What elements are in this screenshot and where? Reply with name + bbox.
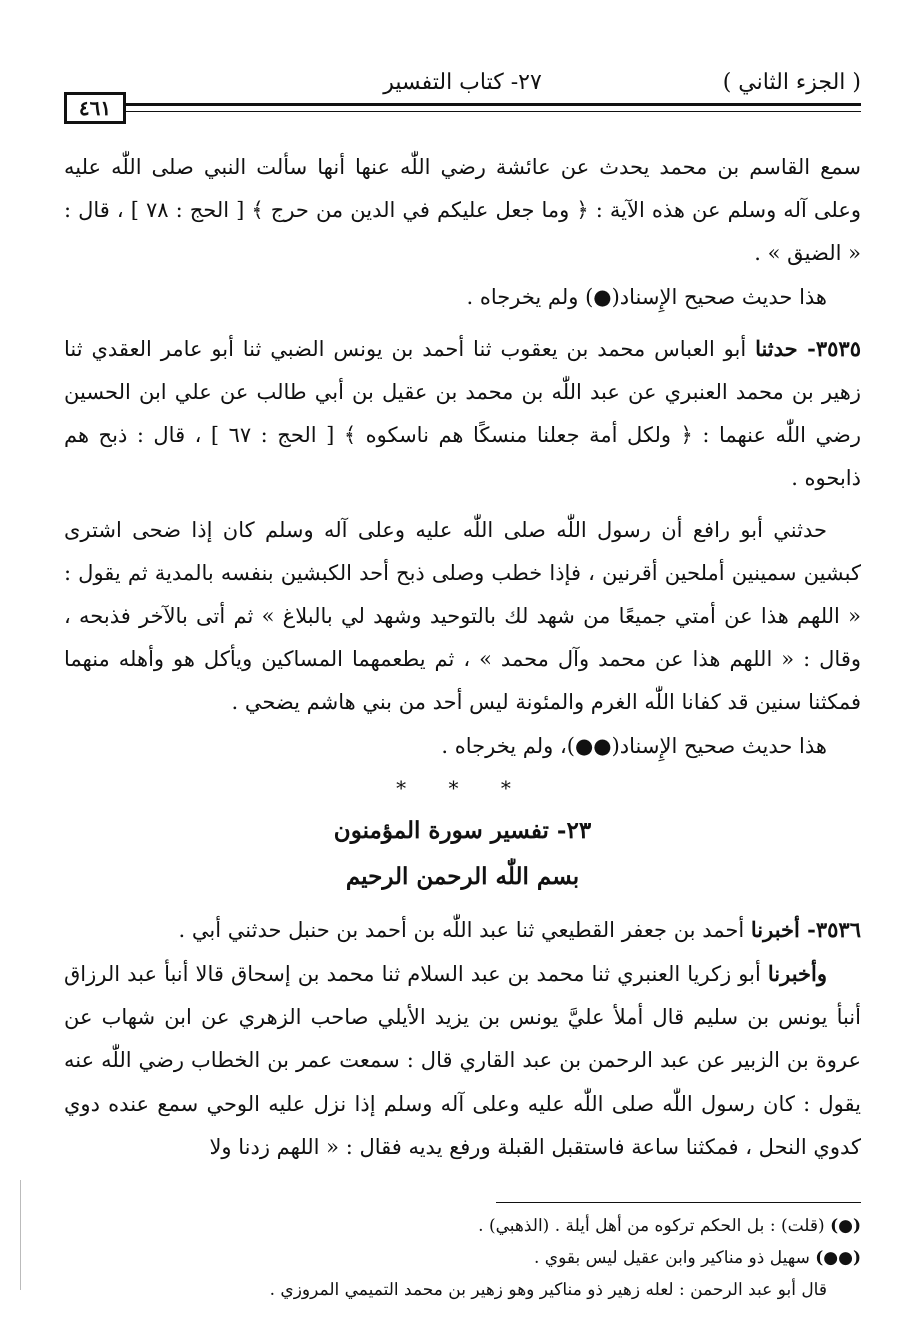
hadith-3536-text: أحمد بن جعفر القطيعي ثنا عبد اللّٰه بن أحمد بن حنبل حدثني أبي . — [178, 917, 751, 942]
footnote-2-text: سهيل ذو مناكير وابن عقيل ليس بقوي . — [533, 1248, 810, 1268]
hadith-number-3536: ٣٥٣٦- أخبرنا — [750, 916, 861, 942]
hadith-3535 — [64, 327, 861, 501]
header-rule-thin — [126, 111, 861, 112]
volume-label: ( الجزء الثاني ) — [722, 70, 861, 95]
footnote-1 — [64, 1210, 861, 1242]
section-stars: * * * — [396, 775, 529, 800]
footnote-separator — [496, 1202, 861, 1203]
surah-heading: ٢٣- تفسير سورة المؤمنون — [333, 816, 592, 844]
paragraph-aisha: سمع القاسم بن محمد يحدث عن عائشة رضي اللّٰه عنها أنها سألت النبي صلى اللّٰه عليه وعلى آله وسلم عن هذه الآية : ﴿ وما جعل عليكم في الدين من حرج ﴾ [ الحج : ٧٨ ] ، قال : « الضيق » . — [64, 155, 861, 266]
header-rule-thick — [126, 103, 861, 106]
footnotes — [64, 1210, 861, 1306]
scan-margin-line — [20, 1180, 21, 1290]
footnote-1-mark: (●) — [830, 1216, 861, 1236]
footnote-2-mark: (●●) — [815, 1248, 861, 1268]
running-header — [64, 64, 861, 98]
grading-note-2: هذا حديث صحيح الإِسناد(●●)، ولم يخرجاه . — [441, 733, 827, 758]
hadith-3536 — [64, 908, 861, 952]
paragraph-umar-text: أبو زكريا العنبري ثنا محمد بن عبد السلام ثنا محمد بن إسحاق قالا أنبأ عبد الرزاق أنبأ يونس بن سليم قال أملأ عليَّ يونس بن يزيد الأيلي صاحب الزهري عن ابن شهاب عن عروة بن الزبير عن عبد الرحمن بن عبد القاري قال : سمعت عمر بن الخطاب رضي اللّٰه عنه يقول : كان رسول اللّٰه صلى اللّٰه عليه وعلى آله وسلم إذا نزل عليه الوحي سمع عنده دوي كدوي النحل ، فمكثنا ساعة فاستقبل القبلة ورفع يديه فقال : « اللهم زدنا ولا — [64, 962, 861, 1159]
footnote-1-text: (قلت) : بل الحكم تركوه من أهل أيلة . (الذهبي) . — [478, 1216, 825, 1236]
footnote-3: قال أبو عبد الرحمن : لعله زهير ذو مناكير وهو زهير بن محمد التميمي المروزي . — [269, 1280, 827, 1300]
basmala: بسم اللّٰه الرحمن الرحيم — [345, 862, 580, 890]
footnote-2 — [64, 1242, 861, 1274]
grading-note-1: هذا حديث صحيح الإِسناد(●) ولم يخرجاه . — [466, 284, 827, 309]
hadith-number-3535: ٣٥٣٥- حدثنا — [755, 335, 861, 361]
paragraph-umar — [64, 952, 861, 1169]
akhbarana-lead: وأخبرنا — [767, 961, 827, 987]
paragraph-abu-rafi: حدثني أبو رافع أن رسول اللّٰه صلى اللّٰه عليه وعلى آله وسلم كان إذا ضحى اشترى كبشين سمينين أملحين أقرنين ، فإذا خطب وصلى ذبح أحد الكبشين بنفسه بالمدية ثم يقول : « اللهم هذا عن أمتي جميعًا من شهد لك بالتوحيد وشهد لي بالبلاغ » ثم أتى بالآخر فذبحه ، وقال : « اللهم هذا عن محمد وآل محمد » ، ثم يطعمهما المساكين ويأكل هو وأهله منهما فمكثنا سنين قد كفانا اللّٰه الغرم والمئونة ليس أحد من بني هاشم يضحي . — [64, 517, 861, 715]
book-title: ٢٧- كتاب التفسير — [383, 70, 542, 95]
page-number-box: ٤٦١ — [64, 92, 126, 124]
main-text — [64, 146, 861, 1169]
hadith-3535-text: أبو العباس محمد بن يعقوب ثنا أحمد بن يونس الضبي ثنا أبو عامر العقدي ثنا زهير بن محمد العنبري عن عبد اللّٰه بن محمد بن عقيل بن أبي طالب عن علي ابن الحسين رضي اللّٰه عنهما : ﴿ ولكل أمة جعلنا منسكًا هم ناسكوه ﴾ [ الحج : ٦٧ ] ، قال : ذبح هم ذابحوه . — [64, 336, 861, 491]
